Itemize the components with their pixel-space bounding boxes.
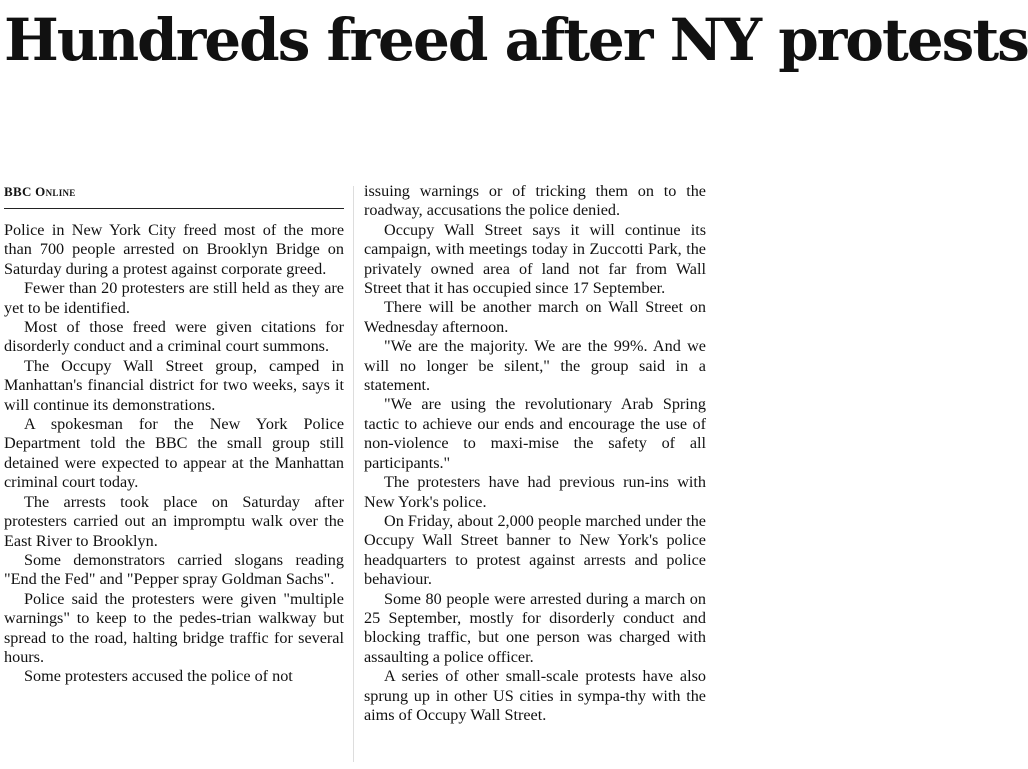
paragraph-9: Some protesters accused the police of not [24,667,293,686]
paragraph-14: "We are using the revolutionary Arab Spring tactic to achieve our ends and encourage the use of non-violence to maxi-mise the safety of all participants." [364,395,706,472]
paragraph-8: Police said the protesters were given "multiple warnings" to keep to the pedes-trian walkway but spread to the road, halting bridge traffic for several hours. [4,589,344,666]
paragraph-18: A series of other small-scale protests have also sprung up in other US cities in sympa-thy with the aims of Occupy Wall Street. [364,667,706,724]
paragraph-12: There will be another march on Wall Street on Wednesday afternoon. [364,298,706,336]
right-column [364,182,706,725]
paragraph-17: Some 80 people were arrested during a march on 25 September, mostly for disorderly conduct and blocking traffic, but one person was charged with assaulting a police officer. [364,589,706,666]
paragraph-4: The Occupy Wall Street group, camped in Manhattan's financial district for two weeks, says it will continue its demonstrations. [4,356,344,414]
paragraph-6: The arrests took place on Saturday after protesters carried out an impromptu walk over the East River to Brooklyn. [4,492,344,550]
left-column [4,182,344,687]
paragraph-15: The protesters have had previous run-ins with New York's police. [364,473,706,511]
paragraph-1: Police in New York City freed most of the more than 700 people arrested on Brooklyn Bridge on Saturday during a protest against corporate greed. [4,221,344,278]
paragraph-13: "We are the majority. We are the 99%. And we will no longer be silent," the group said in a statement. [364,337,706,395]
paragraph-10: issuing warnings or of tricking them on to the roadway, accusations the police denied. [364,182,706,220]
paragraph-3: Most of those freed were given citations for disorderly conduct and a criminal court summons. [4,318,344,356]
column-divider [353,186,354,762]
paragraph-2: Fewer than 20 protesters are still held as they are yet to be identified. [4,279,344,317]
paragraph-7: Some demonstrators carried slogans reading "End the Fed" and "Pepper spray Goldman Sachs". [4,550,344,589]
paragraph-16: On Friday, about 2,000 people marched under the Occupy Wall Street banner to New York's police headquarters to protest against arrests and police behaviour. [364,511,706,589]
byline: BBC Online [4,182,344,209]
paragraph-5: A spokesman for the New York Police Department told the BBC the small group still detained were expected to appear at the Manhattan criminal court today. [4,415,344,492]
headline [4,2,1028,78]
paragraph-11: Occupy Wall Street says it will continue its campaign, with meetings today in Zuccotti Park, the privately owned area of land not far from Wall Street that it has occupied since 17 September. [364,220,706,298]
headline-text: Hundreds freed after NY protests [4,6,1028,74]
